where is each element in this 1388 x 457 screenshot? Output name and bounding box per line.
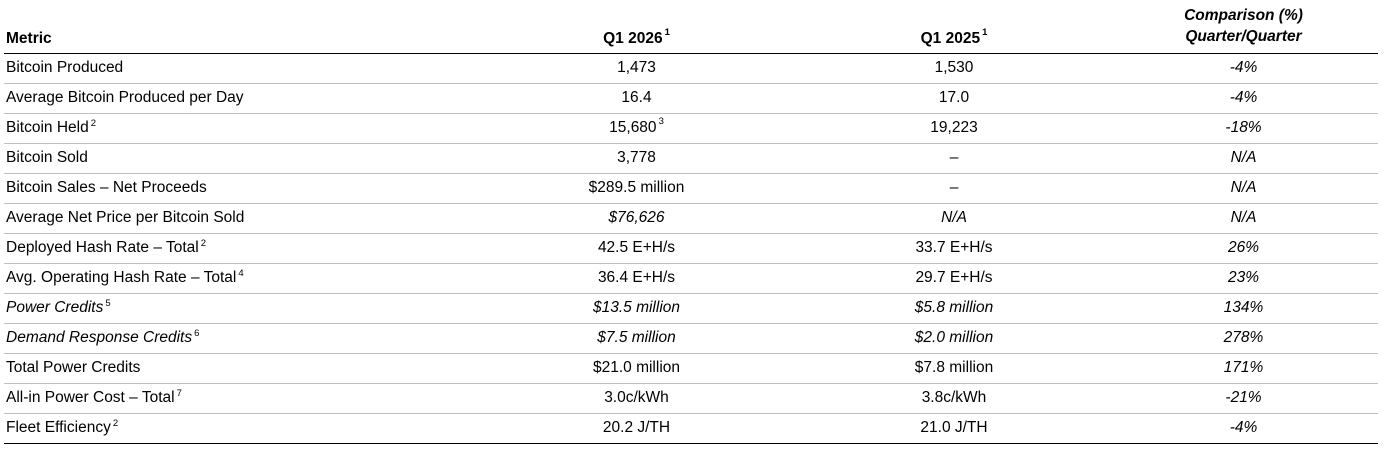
- row-value-q1-2026-text: $7.5 million: [597, 329, 676, 347]
- row-value-q1-2025: [799, 323, 1109, 353]
- table-body: [4, 53, 1378, 443]
- row-value-comparison: [1109, 323, 1378, 353]
- row-value-comparison-text: 171%: [1223, 359, 1264, 377]
- row-value-q1-2026-wrap: [617, 149, 656, 167]
- column-header-q1-2026: [474, 6, 799, 53]
- table-row: [4, 413, 1378, 443]
- row-value-q1-2026-text: $76,626: [608, 209, 665, 227]
- header-row: [4, 6, 1378, 53]
- row-metric-text: Fleet Efficiency: [6, 419, 111, 437]
- column-header-comparison-line2: Quarter/Quarter: [1185, 27, 1302, 45]
- row-value-comparison-text: N/A: [1230, 179, 1257, 197]
- row-metric-text: Bitcoin Held: [6, 119, 89, 137]
- row-value-q1-2026-text: 1,473: [617, 59, 656, 77]
- row-metric-text: Total Power Credits: [6, 359, 141, 377]
- table-row: [4, 83, 1378, 113]
- row-value-comparison: [1109, 143, 1378, 173]
- row-value-q1-2026: [474, 113, 799, 143]
- row-value-comparison-text: -4%: [1229, 89, 1258, 107]
- column-header-q1-2025-label: Q1 2025: [920, 29, 981, 47]
- row-value-comparison: [1109, 413, 1378, 443]
- row-metric-label: [4, 233, 474, 263]
- row-value-q1-2026-wrap: [617, 59, 656, 77]
- row-metric-footnote: 5: [105, 298, 111, 310]
- row-value-q1-2025-text: 1,530: [934, 59, 974, 77]
- row-value-q1-2025-text: N/A: [941, 209, 967, 227]
- row-value-q1-2026-wrap: [621, 89, 651, 107]
- row-value-comparison-text: N/A: [1230, 209, 1257, 227]
- row-metric-label: [4, 263, 474, 293]
- row-value-q1-2026-text: 36.4 E+H/s: [597, 269, 676, 287]
- row-metric-text: Power Credits: [6, 299, 104, 317]
- row-value-q1-2026-text: $13.5 million: [592, 299, 681, 317]
- row-value-q1-2026: [474, 383, 799, 413]
- row-value-q1-2026-wrap: [603, 419, 670, 437]
- row-value-comparison: [1109, 293, 1378, 323]
- row-metric-text: Bitcoin Sold: [6, 149, 88, 167]
- row-value-q1-2026-text: $289.5 million: [588, 179, 685, 197]
- row-value-q1-2026-text: $21.0 million: [592, 359, 681, 377]
- row-value-q1-2026-text: 3,778: [617, 149, 656, 167]
- row-metric-footnote: 2: [200, 238, 207, 250]
- table-row: [4, 293, 1378, 323]
- row-metric-label: [4, 173, 474, 203]
- row-metric-text: Bitcoin Sales – Net Proceeds: [6, 179, 207, 197]
- row-value-q1-2025: [799, 353, 1109, 383]
- row-value-comparison: [1109, 203, 1378, 233]
- row-value-q1-2026-wrap: [608, 209, 664, 227]
- row-metric-footnote: 6: [194, 328, 200, 340]
- table-header: [4, 0, 1378, 53]
- column-header-q1-2026-label: Q1 2026: [603, 29, 663, 47]
- row-value-q1-2025-text: 21.0 J/TH: [920, 419, 988, 437]
- row-value-comparison-text: -21%: [1225, 389, 1262, 407]
- row-value-q1-2026: [474, 263, 799, 293]
- table-row: [4, 233, 1378, 263]
- row-value-comparison-text: -4%: [1229, 59, 1258, 77]
- row-value-comparison: [1109, 353, 1378, 383]
- row-value-q1-2026-wrap: [598, 239, 675, 257]
- table-row: [4, 173, 1378, 203]
- row-value-q1-2026: [474, 173, 799, 203]
- row-value-q1-2025-text: $7.8 million: [914, 359, 994, 377]
- row-value-q1-2025-text: 3.8c/kWh: [921, 389, 987, 407]
- row-value-q1-2026: [474, 413, 799, 443]
- row-value-comparison-text: 134%: [1223, 299, 1264, 317]
- row-metric-label: [4, 413, 474, 443]
- row-value-comparison-text: -4%: [1229, 419, 1258, 437]
- column-header-q1-2026-wrap: [603, 26, 670, 48]
- row-value-q1-2025: [799, 413, 1109, 443]
- row-value-q1-2025: [799, 263, 1109, 293]
- row-value-q1-2025: [799, 53, 1109, 83]
- row-value-q1-2026-wrap: [609, 116, 664, 137]
- row-value-comparison-text: N/A: [1230, 149, 1257, 167]
- row-value-q1-2026-wrap: [593, 299, 680, 317]
- row-metric-label: [4, 203, 474, 233]
- row-value-comparison: [1109, 83, 1378, 113]
- column-header-comparison-line1: Comparison (%): [1184, 7, 1303, 24]
- table-row: [4, 53, 1378, 83]
- row-value-q1-2026-wrap: [604, 389, 669, 407]
- row-metric-label: [4, 353, 474, 383]
- row-value-q1-2025-text: $2.0 million: [914, 329, 994, 347]
- table-row: [4, 353, 1378, 383]
- row-value-q1-2026-text: 3.0c/kWh: [604, 389, 669, 407]
- row-value-q1-2026: [474, 323, 799, 353]
- column-header-metric-label: Metric: [6, 29, 52, 47]
- row-value-q1-2026: [474, 83, 799, 113]
- row-value-q1-2026: [474, 53, 799, 83]
- row-value-q1-2026-wrap: [598, 269, 675, 287]
- table-row: [4, 263, 1378, 293]
- table-row: [4, 113, 1378, 143]
- row-metric-footnote: 2: [112, 418, 119, 430]
- row-value-q1-2026: [474, 203, 799, 233]
- row-value-comparison-text: 26%: [1227, 239, 1260, 257]
- row-value-q1-2026-text: 16.4: [621, 89, 652, 107]
- row-value-q1-2025-text: 19,223: [930, 119, 978, 137]
- row-value-q1-2026: [474, 293, 799, 323]
- row-value-q1-2025: [799, 113, 1109, 143]
- row-metric-text: Average Bitcoin Produced per Day: [6, 89, 244, 107]
- operational-metrics-table: [4, 0, 1378, 444]
- row-metric-label: [4, 383, 474, 413]
- row-value-q1-2026-wrap: [597, 329, 675, 347]
- row-value-comparison: [1109, 113, 1378, 143]
- row-metric-text: Avg. Operating Hash Rate – Total: [6, 269, 237, 287]
- row-metric-label: [4, 143, 474, 173]
- column-header-metric: [4, 6, 474, 53]
- row-metric-text: Bitcoin Produced: [6, 59, 124, 77]
- row-value-q1-2026-text: 20.2 J/TH: [602, 419, 671, 437]
- table-row: [4, 143, 1378, 173]
- row-value-q1-2026-text: 42.5 E+H/s: [597, 239, 676, 257]
- row-value-q1-2026: [474, 143, 799, 173]
- column-header-comparison: [1109, 6, 1378, 53]
- row-value-comparison-text: -18%: [1225, 119, 1262, 137]
- row-value-q1-2025-text: 29.7 E+H/s: [915, 269, 993, 287]
- row-metric-label: [4, 113, 474, 143]
- row-value-q1-2026-wrap: [589, 179, 685, 197]
- row-value-q1-2025-text: –: [949, 179, 959, 197]
- row-value-comparison: [1109, 233, 1378, 263]
- row-metric-footnote: 2: [90, 118, 97, 130]
- row-value-q1-2025: [799, 233, 1109, 263]
- row-value-q1-2025: [799, 173, 1109, 203]
- row-metric-label: [4, 83, 474, 113]
- row-value-q1-2026-text: 15,680: [609, 119, 657, 137]
- row-value-q1-2025: [799, 293, 1109, 323]
- table-row: [4, 383, 1378, 413]
- column-header-q1-2026-footnote: 1: [664, 26, 670, 38]
- row-metric-label: [4, 323, 474, 353]
- row-value-comparison: [1109, 263, 1378, 293]
- row-metric-label: [4, 293, 474, 323]
- row-value-q1-2025: [799, 143, 1109, 173]
- row-value-q1-2025-text: –: [949, 149, 959, 167]
- row-metric-text: Average Net Price per Bitcoin Sold: [6, 209, 245, 227]
- row-value-comparison: [1109, 173, 1378, 203]
- column-header-q1-2025-wrap: [920, 26, 988, 48]
- row-value-q1-2025: [799, 203, 1109, 233]
- row-metric-text: Deployed Hash Rate – Total: [6, 239, 199, 257]
- row-metric-text: Demand Response Credits: [6, 329, 193, 347]
- row-value-q1-2025-text: $5.8 million: [914, 299, 994, 317]
- row-value-comparison-text: 278%: [1223, 329, 1264, 347]
- table-row: [4, 323, 1378, 353]
- row-value-comparison: [1109, 383, 1378, 413]
- row-value-q1-2026-footnote: 3: [658, 116, 664, 128]
- row-metric-label: [4, 53, 474, 83]
- row-value-comparison: [1109, 53, 1378, 83]
- row-value-q1-2025: [799, 83, 1109, 113]
- row-value-comparison-text: 23%: [1227, 269, 1260, 287]
- row-metric-text: All-in Power Cost – Total: [6, 389, 175, 407]
- row-value-q1-2025-text: 33.7 E+H/s: [915, 239, 993, 257]
- row-metric-footnote: 7: [176, 388, 182, 400]
- row-metric-footnote: 4: [238, 268, 244, 280]
- row-value-q1-2026: [474, 233, 799, 263]
- row-value-q1-2026: [474, 353, 799, 383]
- row-value-q1-2026-wrap: [593, 359, 680, 377]
- row-value-q1-2025-text: 17.0: [938, 89, 970, 107]
- column-header-q1-2025-footnote: 1: [982, 26, 988, 38]
- row-value-q1-2025: [799, 383, 1109, 413]
- table-row: [4, 203, 1378, 233]
- column-header-q1-2025: [799, 6, 1109, 53]
